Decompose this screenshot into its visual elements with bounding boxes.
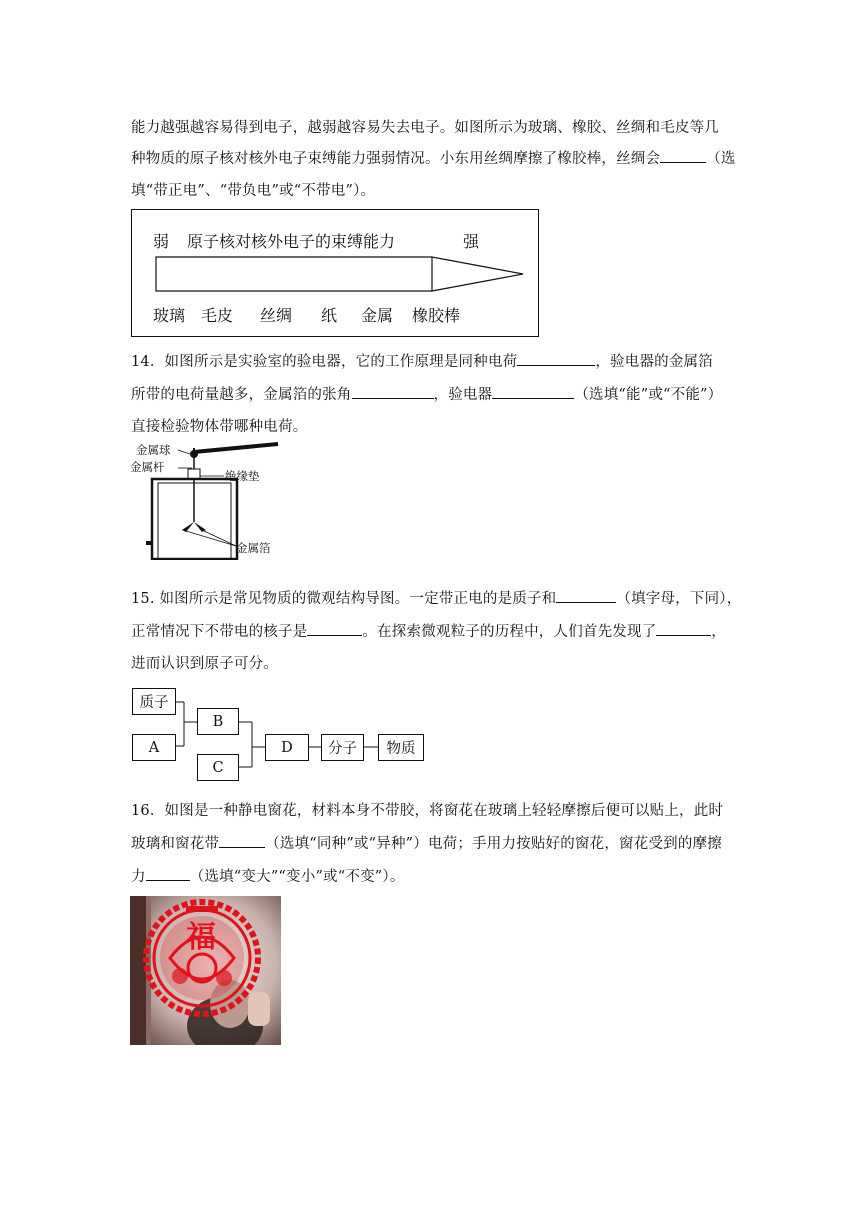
q16-line-2: 玻璃和窗花带 （选填“同种”或“异种”）电荷；手用力按贴好的窗花，窗花受到的摩擦	[131, 836, 722, 852]
node-proton: 质子	[132, 688, 176, 715]
window-flower-photo	[130, 896, 281, 1045]
material-metal: 金属	[361, 306, 394, 325]
intro-text: 能力越强越容易得到电子，越弱越容易失去电子。如图所示为玻璃、橡胶、丝绸和毛皮等几	[131, 120, 719, 136]
electroscope-figure	[128, 438, 303, 560]
answer-blank[interactable]	[307, 623, 362, 636]
q16-line-1: 16．如图是一种静电窗花，材料本身不带胶，将窗花在玻璃上轻轻摩擦后便可以贴上，此时	[131, 803, 724, 819]
figure-title: 原子核对核外电子的束缚能力	[187, 232, 396, 251]
q15-line-2: 正常情况下不带电的核子是 。在探索微观粒子的历程中，人们首先发现了 ，	[131, 624, 727, 640]
q15-line-3: 进而认识到原子可分。	[131, 656, 278, 672]
material-glass: 玻璃	[153, 306, 186, 325]
node-matter: 物质	[378, 734, 424, 761]
strong-label: 强	[463, 232, 480, 251]
intro-line-2: 种物质的原子核对核外电子束缚能力强弱情况。小东用丝绸摩擦了橡胶棒，丝绸会 （选	[131, 151, 736, 167]
label-insulating-pad: 绝缘垫	[225, 469, 260, 483]
material-silk: 丝绸	[260, 306, 293, 325]
label-metal-ball: 金属球	[136, 443, 171, 457]
label-metal-foil: 金属箔	[236, 541, 271, 555]
label-metal-rod: 金属杆	[130, 460, 165, 474]
intro-line-3: 填“带正电”、“带负电”或“不带电”）。	[131, 183, 376, 199]
node-a: A	[132, 734, 176, 761]
material-fur: 毛皮	[201, 306, 234, 325]
fu-character: 福	[186, 920, 216, 955]
node-b: B	[197, 708, 239, 735]
weak-label: 弱	[153, 232, 170, 251]
node-d: D	[265, 734, 309, 761]
answer-blank[interactable]	[352, 386, 434, 399]
q14-line-1: 14．如图所示是实验室的验电器，它的工作原理是同种电荷 ，验电器的金属箔	[131, 354, 713, 370]
q14-line-2: 所带的电荷量越多，金属箔的张角 ，验电器 （选填“能”或“不能”）	[131, 387, 723, 403]
q14-line-3: 直接检验物体带哪种电荷。	[131, 419, 308, 435]
answer-blank[interactable]	[656, 623, 711, 636]
node-c: C	[197, 754, 239, 781]
intro-line-1	[131, 116, 719, 137]
q16-line-3: 力 （选填“变大”“变小”或“不变”）。	[131, 869, 405, 885]
answer-blank[interactable]	[219, 835, 265, 848]
answer-blank[interactable]	[492, 386, 574, 399]
binding-ability-figure	[131, 209, 539, 337]
answer-blank[interactable]	[146, 868, 190, 881]
node-molecule: 分子	[321, 734, 364, 761]
q15-line-1: 15. 如图所示是常见物质的微观结构导图。一定带正电的是质子和 （填字母，下同），	[131, 591, 742, 607]
answer-blank[interactable]	[556, 590, 616, 603]
answer-blank[interactable]	[660, 150, 706, 163]
answer-blank[interactable]	[517, 353, 595, 366]
material-rubber-rod: 橡胶棒	[412, 306, 461, 325]
material-paper: 纸	[321, 306, 338, 325]
structure-diagram	[128, 684, 428, 784]
